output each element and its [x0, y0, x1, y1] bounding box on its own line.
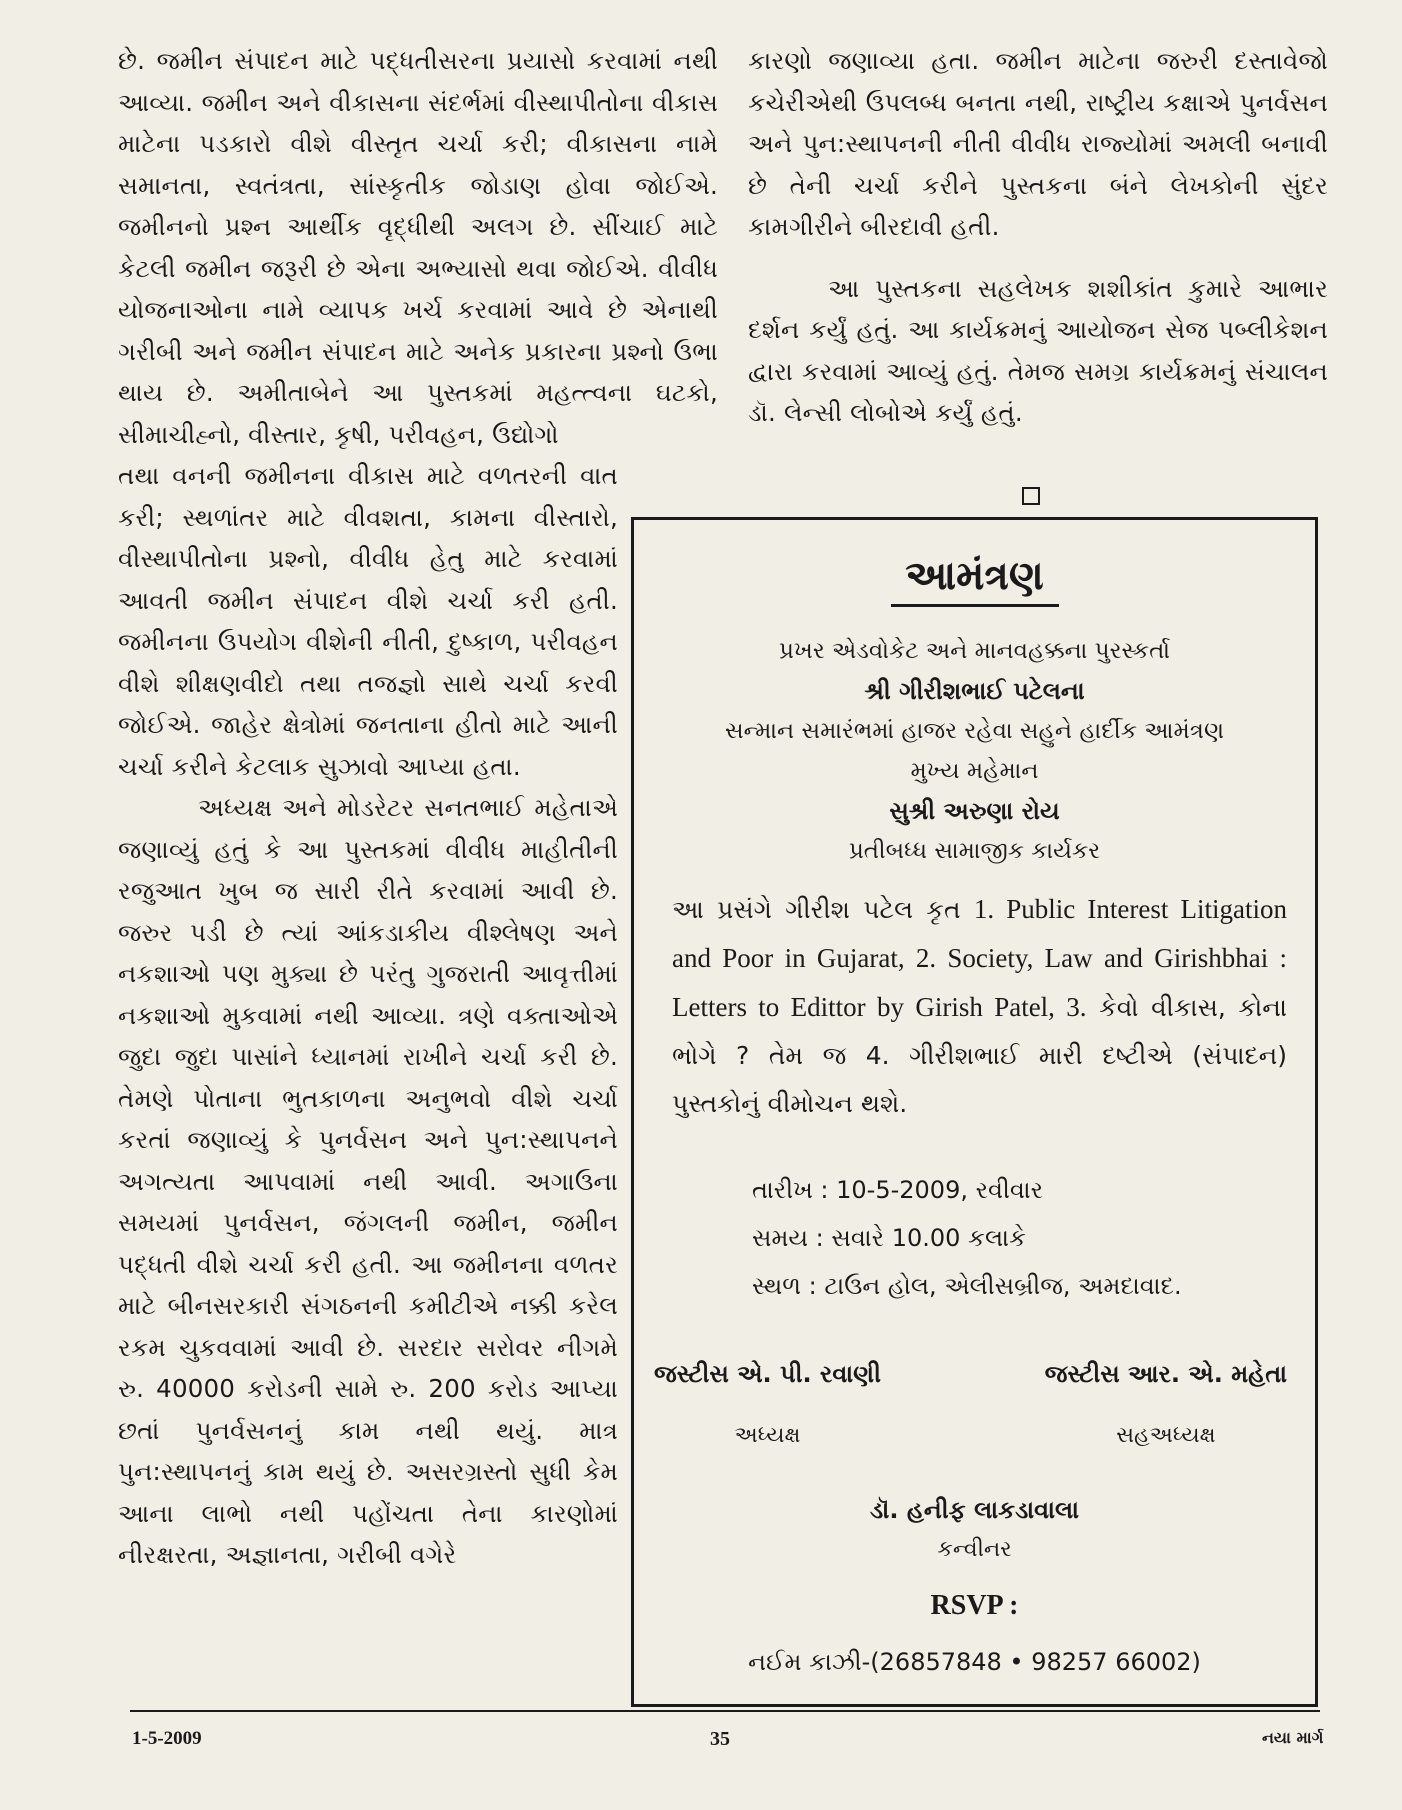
- article-end-mark: [1022, 487, 1040, 505]
- right-column: [748, 40, 1328, 434]
- chief-guest-label: મુખ્ય મહેમાન: [910, 758, 1039, 784]
- judge-chair: [654, 1354, 881, 1454]
- event-venue: સ્થળ : ટાઉન હોલ, એલીસબ્રીજ, અમદાવાદ.: [752, 1272, 1182, 1300]
- invitation-body-rest: કેવો વીકાસ, કોના ભોગે ? તેમ જ 4. ગીરીશભાઈ મારી દષ્ટીએ (સંપાદન) પુસ્તકોનું વીમોચન થશે.: [672, 993, 1287, 1118]
- convener-role: કન્વીનર: [937, 1537, 1012, 1562]
- invitation-line-2: સન્માન સમારંભમાં હાજર રહેવા સહુને હાર્દીક આમંત્રણ: [724, 718, 1224, 744]
- judge-cochair: [1045, 1354, 1287, 1454]
- judge-cochair-name: જસ્ટીસ આર. એ. મહેતા: [1044, 1360, 1287, 1388]
- judge-chair-name: જસ્ટીસ એ. પી. રવાણી: [654, 1360, 881, 1388]
- invitation-title: આમંત્રણ: [891, 550, 1059, 607]
- invitation-body: [672, 885, 1287, 1128]
- left-paragraph-1-wide: છે. જમીન સંપાદન માટે પદ્ધતીસરના પ્રયાસો કરવામાં નથી આવ્યા. જમીન અને વીકાસના સંદર્ભમાં વીસ્થાપીતોના વીકાસ માટેના પડકારો વીશે વીસ્તૃત ચર્ચા કરી; વીકાસના નામે સમાનતા, સ્વતંત્રતા, સાંસ્કૃતીક જોડાણ હોવા જોઈએ. જમીનનો પ્રશ્ન આર્થીક વૃદ્ધીથી અલગ છે. સીંચાઈ માટે કેટલી જમીન જરૂરી છે એના અભ્યાસો થવા જોઈએ. વીવીધ યોજનાઓના નામે વ્યાપક ખર્ચ કરવામાં આવે છે એનાથી ગરીબી અને જમીન સંપાદન માટે અનેક પ્રકારના પ્રશ્નો ઉભા થાય છે. અમીતાબેને આ પુસ્તકમાં મહત્ત્વના ઘટકો, સીમાચીહ્નો, વીસ્તાર, કૃષી, પરીવહન, ઉદ્યોગો: [118, 46, 718, 449]
- left-paragraph-2: અધ્યક્ષ અને મોડરેટર સનતભાઈ મહેતાએ જણાવ્યું હતું કે આ પુસ્તકમાં વીવીધ માહીતીની રજુઆત ખુબ જ સારી રીતે કરવામાં આવી છે. જરુર પડી છે ત્યાં આંકડાકીય વીશ્લેષણ અને નકશાઓ પણ મુક્યા છે પરંતુ ગુજરાતી આવૃત્તીમાં નકશાઓ મુકવામાં નથી આવ્યા. ત્રણે વક્તાઓએ જુદા જુદા પાસાંને ધ્યાનમાં રાખીને ચર્ચા કરી છે. તેમણે પોતાના ભુતકાળના અનુભવો વીશે ચર્ચા કરતાં જણાવ્યું કે પુનર્વસન અને પુન:સ્થાપનને અગત્યતા આપવામાં નથી આવી. અગાઉના સમયમાં પુનર્વસન, જંગલની જમીન, જમીન પદ્ધતી વીશે ચર્ચા કરી હતી. આ જમીનના વળતર માટે બીનસરકારી સંગઠનની કમીટીએ નક્કી કરેલ રકમ ચુકવવામાં આવી છે. સરદાર સરોવર નીગમે રુ. 40000 કરોડની સામે રુ. 200 કરોડ આપ્યા છતાં પુનર્વસનનું કામ નથી થયું. માત્ર પુન:સ્થાપનનું કામ થયું છે. અસરગ્રસ્તો સુધી કેમ આના લાભો નથી પહોંચતા તેના કારણોમાં નીરક્ષરતા, અજ્ઞાનતા, ગરીબી વગેરે: [118, 793, 618, 1569]
- right-paragraph-1: કારણો જણાવ્યા હતા. જમીન માટેના જરુરી દસ્તાવેજો કચેરીએથી ઉપલબ્ધ બનતા નથી, રાષ્ટ્રીય કક્ષાએ પુનર્વસન અને પુન:સ્થાપનની નીતી વીવીધ રાજ્યોમાં અમલી બનાવી છે તેની ચર્ચા કરીને પુસ્તકના બંને લેખકોની સુંદર કામગીરીને બીરદાવી હતી.: [748, 46, 1328, 241]
- invitation-line-1: પ્રખર એડવોકેટ અને માનવહક્કના પુરસ્કર્તા: [778, 638, 1170, 664]
- left-paragraph-1-narrow: તથા વનની જમીનના વીકાસ માટે વળતરની વાત કરી; સ્થળાંતર માટે વીવશતા, કામના વીસ્તારો, વીસ્થાપીતોના પ્રશ્નો, વીવીધ હેતુ માટે કરવામાં આવતી જમીન સંપાદન વીશે ચર્ચા કરી હતી. જમીનના ઉપયોગ વીશેની નીતી, દુષ્કાળ, પરીવહન વીશે શીક્ષણવીદો તથા તજજ્ઞો સાથે ચર્ચા કરવી જોઈએ. જાહેર ક્ષેત્રોમાં જનતાના હીતો માટે આની ચર્ચા કરીને કેટલાક સુઝાવો આપ્યા હતા.: [118, 461, 618, 781]
- footer-date: 1-5-2009: [132, 1728, 202, 1749]
- presiding-judges: [654, 1354, 1287, 1454]
- right-paragraph-2: આ પુસ્તકના સહલેખક શશીકાંત કુમારે આભાર દર્શન કર્યું હતું. આ કાર્યક્રમનું આયોજન સેજ પબ્લીકેશન દ્વારા કરવામાં આવ્યું હતું. તેમજ સમગ્ર કાર્યક્રમનું સંચાલન ડૉ. લેન્સી લોબોએ કર્યું હતું.: [748, 273, 1328, 427]
- chief-guest-role: પ્રતીબધ્ધ સામાજીક કાર્યકર: [848, 838, 1101, 864]
- judge-chair-role: અધ્યક્ષ: [734, 1423, 801, 1448]
- invitation-box: [631, 517, 1318, 1707]
- event-details: [752, 1166, 1315, 1310]
- convener-name: ડૉ. હનીફ લાકડાવાલા: [869, 1496, 1080, 1524]
- convener: [634, 1490, 1315, 1570]
- publication-name: નયા માર્ગ: [1262, 1728, 1324, 1747]
- invitation-book-titles: 1. Public Interest Litigation and Poor in Gujarat, 2. Society, Law and Girishbhai : Letters to Edittor by Girish Patel, 3.: [672, 894, 1287, 1022]
- event-time: સમય : સવારે 10.00 કલાકે: [752, 1224, 1026, 1252]
- page-number: 35: [710, 1728, 730, 1750]
- rsvp-contact: નઈમ કાઝી-(26857848 • 98257 66002): [748, 1648, 1201, 1676]
- honoree-name: શ્રી ગીરીશભાઈ પટેલના: [864, 677, 1085, 705]
- invitation-body-intro: આ પ્રસંગે ગીરીશ પટેલ કૃત: [672, 895, 974, 924]
- event-date: તારીખ : 10-5-2009, રવીવાર: [752, 1176, 1044, 1204]
- footer-divider: [130, 1710, 1320, 1712]
- judge-cochair-role: સહઅધ્યક્ષ: [1116, 1423, 1216, 1448]
- rsvp-label: RSVP :: [930, 1590, 1019, 1621]
- chief-guest-name: સુશ્રી અરુણા રોય: [889, 797, 1060, 825]
- left-column: [118, 40, 718, 1576]
